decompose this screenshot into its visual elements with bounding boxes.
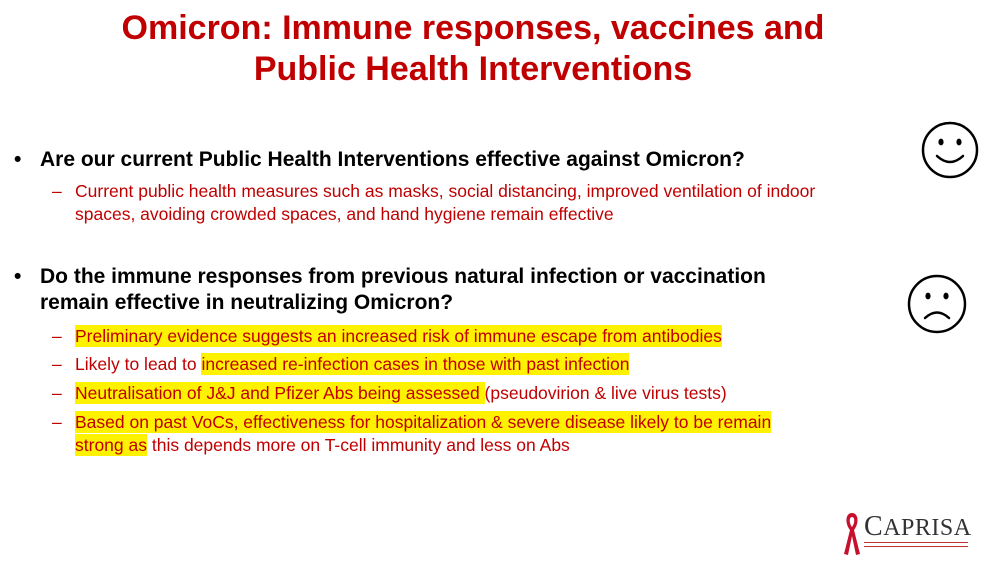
slide-title [0,8,946,90]
logo-text [864,511,972,543]
bullet-2-text [40,264,920,316]
sub-bullet-marker: – [52,181,62,201]
sub-bullet-marker: – [52,383,62,403]
logo-text-initial: C [864,511,884,542]
sub-text-plain: Likely to lead to [75,354,202,374]
sub-bullet-marker: – [52,326,62,346]
sub-bullet-marker: – [52,354,62,374]
bullet-2-sub-4-line-2 [75,434,945,457]
bullet-1-line-1: Are our current Public Health Interventions effective against Omicron? [40,148,745,171]
bullet-2-sub-4-line-1 [75,411,945,434]
bullet-marker: • [14,148,22,171]
logo-text-rest: APRISA [883,515,972,541]
logo-tagline-rule [864,542,968,547]
bullet-1-sub-1-text [75,180,945,226]
red-ribbon-icon [842,510,862,556]
bullet-2-sub-2-text [75,353,945,376]
bullet-2-sub-3-text [75,382,945,405]
sub-text-plain: this depends more on T-cell immunity and less on Abs [146,435,570,455]
highlighted-text: strong as [75,435,147,455]
slide-title-line-1: Omicron: Immune responses, vaccines and [121,9,825,47]
caprisa-logo [842,510,970,556]
bullet-1-sub-1-line-1: Current public health measures such as masks, social distancing, improved ventilation of indoor [75,181,816,201]
highlighted-text: Preliminary evidence suggests an increased risk of immune escape from antibodies [75,326,722,346]
bullet-1-text [40,147,920,173]
happy-face-icon [920,120,980,180]
sub-bullet-marker: – [52,412,62,432]
bullet-2-sub-1-text [75,325,945,348]
highlighted-text: Based on past VoCs, effectiveness for hospitalization & severe disease likely to be remain [75,412,772,432]
bullet-1-sub-1-line-2: spaces, avoiding crowded spaces, and hand hygiene remain effective [75,204,614,224]
bullet-2-sub-3-line [75,382,945,405]
bullet-2-sub-2-line [75,353,945,376]
sub-text-plain: (pseudovirion & live virus tests) [484,383,727,403]
slide-title-line-2: Public Health Interventions [253,50,693,88]
bullet-2-line-1: Do the immune responses from previous natural infection or vaccination [40,265,766,288]
bullet-2-sub-1-line [75,325,945,348]
highlighted-text: increased re-infection cases in those with past infection [201,354,630,374]
highlighted-text: Neutralisation of J&J and Pfizer Abs being assessed [75,383,485,403]
bullet-2-line-2: remain effective in neutralizing Omicron? [40,291,454,314]
bullet-marker: • [14,265,22,288]
bullet-2-sub-4-text [75,411,945,457]
